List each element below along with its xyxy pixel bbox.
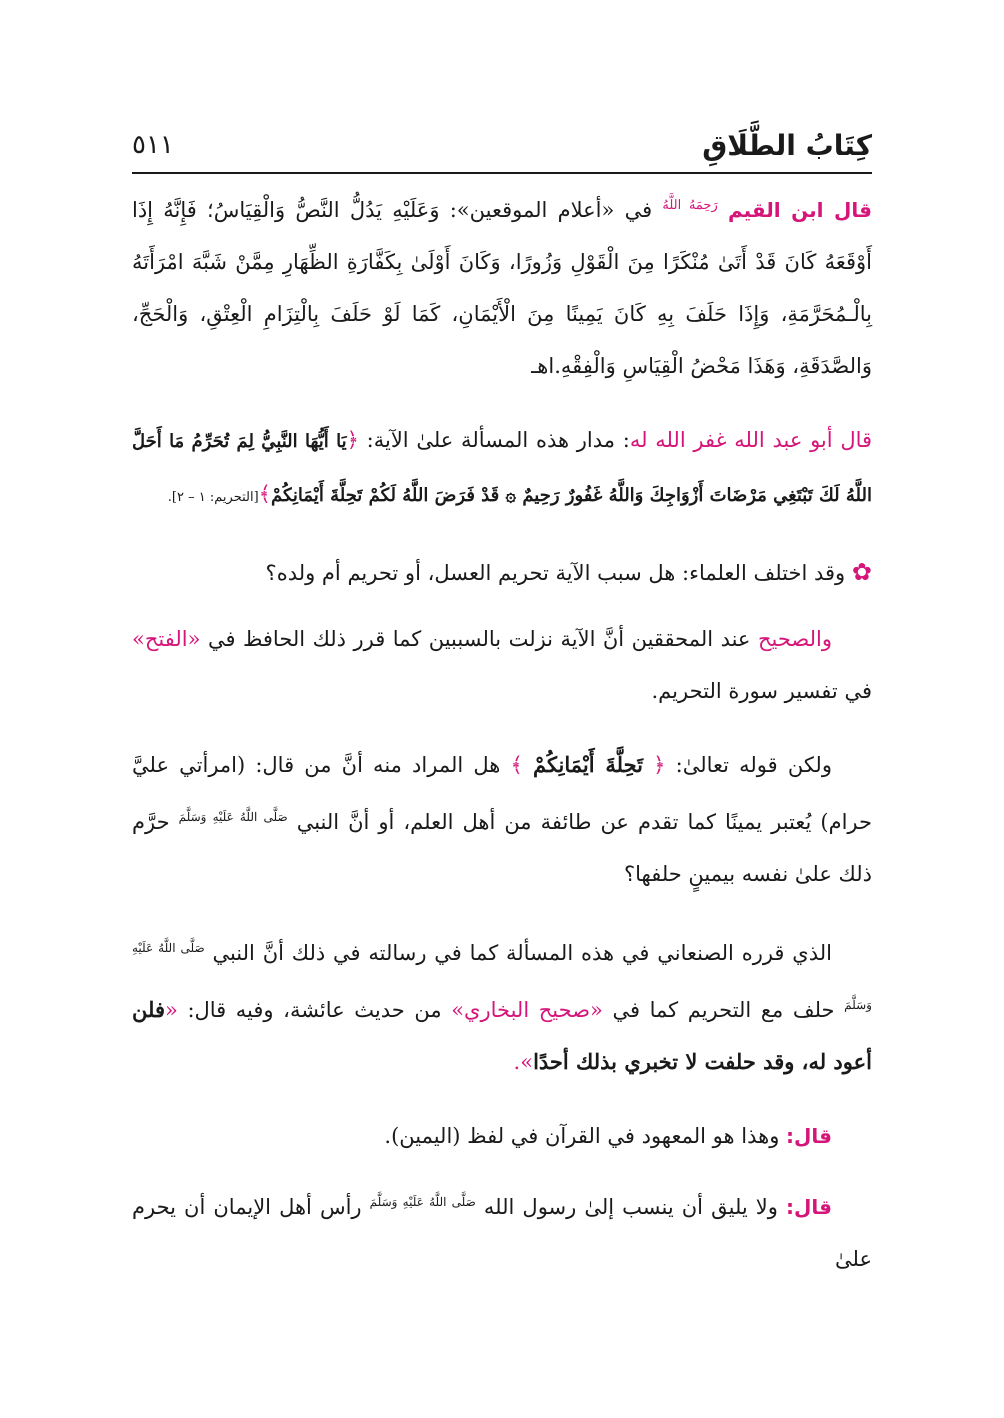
paragraph-sanani [132,922,872,1088]
paragraph-text: عند المحققين أنَّ الآية نزلت بالسببين كما قرر ذلك الحافظ في [207,627,751,651]
page-header [132,122,872,168]
header-divider [132,172,872,174]
speaker-label: قال ابن القيم [728,198,872,222]
paragraph-text: الذي قرره الصنعاني في هذه المسألة كما في رسالته في ذلك أنَّ النبي [212,941,832,965]
paragraph-said-2 [132,1176,872,1285]
paragraph-said-1 [132,1110,872,1162]
paragraph-correct-view [132,613,872,717]
paragraph-text: من حديث عائشة، وفيه قال: [187,998,442,1022]
paragraph-text: وقد اختلف العلماء: هل سبب الآية تحريم العسل، أو تحريم أم ولده؟ [265,561,846,585]
quran-open-bracket: ﴿ [346,428,359,452]
quran-verse: تَحِلَّةَ أَيْمَانِكُمْ [532,752,644,777]
paragraph-ibn-qayyim [132,180,872,392]
quote-close: ». [513,1050,534,1074]
paragraph-text: رأس أهل الإيمان أن يحرم علىٰ [132,1195,872,1271]
quote-open: « [164,998,178,1022]
paragraph-text: حرَّم ذلك علىٰ نفسه بيمينٍ حلفها؟ [132,810,872,886]
paragraph-text: ولكن قوله تعالىٰ: [675,753,832,777]
salawat-honorific: صَلَّى اللَّهُ عَلَيْهِ وَسَلَّمَ [132,941,872,1012]
chapter-title: كِتَابُ الطَّلَاقِ [702,128,872,162]
said-label: قال: [786,1124,832,1148]
paragraph-text: في «أعلام الموقعين»: وَعَلَيْهِ يَدُلُّ النَّصُّ وَالْقِيَاسُ؛ فَإِنَّهُ إِذَا أَوْقَعَهُ كَانَ قَدْ أَتَىٰ مُنْكَرًا مِنَ الْقَوْلِ وَزُورًا، وَكَانَ أَوْلَىٰ بِكَفَّارَةِ الظِّهَارِ مِمَّنْ شَبَّهَ امْرَأَتَهُ بِالْـمُحَرَّمَةِ، وَإِذَا حَلَفَ بِهِ كَانَ يَمِينًا مِنَ الْأَيْمَانِ، كَمَا لَوْ حَلَفَ بِالْتِزَامِ الْعِتْقِ، وَالْحَجِّ، وَالصَّدَقَةِ، وَهَذَا مَحْضُ الْقِيَاسِ وَالْفِقْهِ.اهـ [132,198,872,378]
page-number: ٥١١ [132,130,174,160]
paragraph-text: وهذا هو المعهود في القرآن في لفظ (اليمين). [384,1124,780,1148]
paragraph-abu-abdullah [132,414,872,524]
book-title: «الفتح» [132,627,201,651]
paragraph-text-tail: في تفسير سورة التحريم. [651,679,872,703]
said-label: قال: [786,1195,832,1219]
quran-close-bracket: ﴾ [258,482,271,506]
paragraph-text: حلف مع التحريم كما في [612,998,835,1022]
salawat-honorific: صَلَّى اللَّهُ عَلَيْهِ وَسَلَّمَ [178,810,288,824]
paragraph-oath-question [132,739,872,900]
quran-open-bracket: ﴿ [653,753,666,777]
verse-citation: [التحريم: ١ – ٢]. [167,490,259,505]
paragraph-disagreement [132,546,872,599]
speaker-label: قال أبو عبد الله غفر الله له [629,428,873,452]
paragraph-text: ولا يليق أن ينسب إلىٰ رسول الله [483,1195,778,1219]
paragraph-text: : مدار هذه المسألة علىٰ الآية: [366,428,630,452]
quran-close-bracket: ﴾ [510,753,523,777]
page-body [132,180,872,1307]
highlight-label: والصحيح [757,627,832,651]
flower-ornament-icon: ✿ [851,558,872,586]
honorific: رَحِمَهُ اللَّهُ [662,198,718,213]
paragraph-text: هل المراد منه أنَّ من قال: (امرأتي عليَّ حرام) يُعتبر يمينًا كما تقدم عن طائفة من أهل العلم، أو أنَّ النبي [132,753,872,834]
salawat-honorific: صَلَّى اللَّهُ عَلَيْهِ وَسَلَّمَ [369,1195,476,1209]
book-title: «صحيح البخاري» [451,998,603,1022]
quran-verse: يَا أَيُّهَا النَّبِيُّ لِمَ تُحَرِّمُ مَا أَحَلَّ اللَّهُ لَكَ تَبْتَغِي مَرْضَاتَ أَزْوَاجِكَ وَاللَّهُ غَفُورٌ رَحِيمٌ ۞ قَدْ فَرَضَ اللَّهُ لَكُمْ تَحِلَّةَ أَيْمَانِكُمْ [132,431,872,506]
hadith-quote: فلن أعود له، وقد حلفت لا تخبري بذلك أحدًا [132,997,872,1074]
